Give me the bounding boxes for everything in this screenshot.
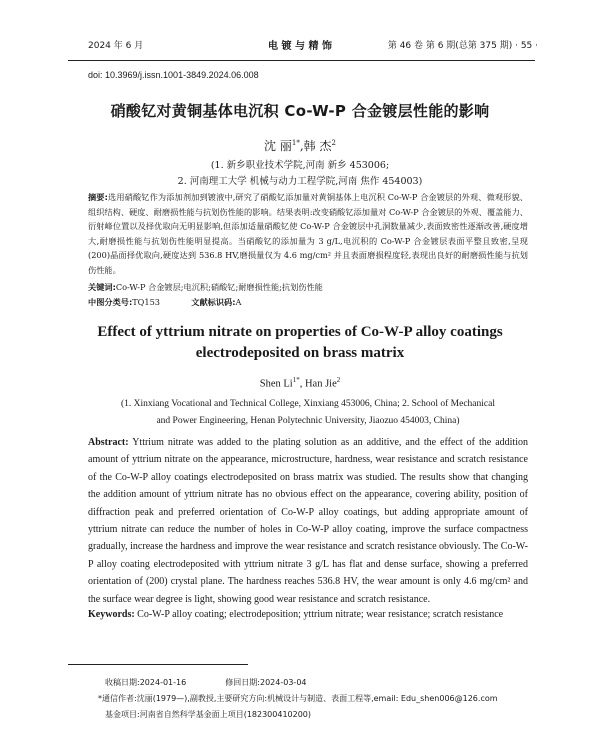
abstract-en-text: Yttrium nitrate was added to the plating solution as an additive, and the effect of the addition amount of yttrium nitrate on the appearance, microstructure, hardness, wear resistance and scratch resistance of the Co-W-P alloy coatings electrodeposited on brass matrix was studied. The results show that changing the addition amount of yttrium nitrate has no obvious effect on the appearance, covering ability, position of diffraction peak and preferred orientation of Co-W-P alloy coatings, but adding appropriate amount of yttrium nitrate can reduce the number of holes in Co-W-P alloy coating, improve the surface compactness gradually, increase the hardness and improve the wear resistance and scratch resistance obviously. The Co-W-P alloy coating electrodeposited with yttrium nitrate 3 g/L has flat and dense surface, showing a preferred orientation of (200) crystal plane. The hardness reaches 536.8 HV, the wear amount is only 4.6 mg/cm² and the surface wear degree is light, showing good wear resistance and scratch resistance. — [88, 437, 528, 605]
received-date: 2024-01-16 — [139, 678, 187, 687]
affiliation-english — [88, 396, 528, 430]
journal-name: 电 镀 与 精 饰 — [268, 41, 332, 52]
title-chinese: 硝酸钇对黄铜基体电沉积 Co-W-P 合金镀层性能的影响 — [110, 102, 490, 120]
doi[interactable]: doi: 10.3969/j.issn.1001-3849.2024.06.008 — [88, 70, 259, 80]
authors-chinese — [0, 137, 600, 154]
title-en-line-2: electrodeposited on brass matrix — [195, 345, 405, 361]
footnote-dates — [105, 677, 307, 688]
doc-code-value: A — [235, 297, 242, 307]
keywords-english — [88, 606, 528, 623]
author-en-1: Shen Li — [259, 378, 293, 390]
abstract-chinese — [88, 190, 528, 278]
footnote-divider — [68, 664, 248, 665]
corresponding-author-label: *通信作者: — [98, 694, 137, 703]
author-en-sep: , — [299, 378, 305, 390]
revised-label: 修回日期: — [225, 678, 260, 687]
abstract-en-label: Abstract: — [88, 437, 129, 448]
fund-label: 基金项目: — [105, 710, 140, 719]
keywords-cn-text: Co-W-P 合金镀层;电沉积;硝酸钇;耐磨损性能;抗划伤性能 — [115, 282, 323, 292]
keywords-cn-label: 关键词: — [88, 282, 116, 292]
keywords-en-label: Keywords: — [88, 609, 135, 620]
author-en-1-sup: 1* — [292, 376, 300, 384]
affiliation-cn-1: (1. 新乡职业技术学院,河南 新乡 453006; — [210, 160, 390, 171]
affiliation-en-line-1: (1. Xinxiang Vocational and Technical College, Xinxiang 453006, China; 2. School of Mechanical — [121, 399, 495, 409]
revised-date: 2024-03-04 — [260, 678, 307, 687]
author-sep: , — [299, 139, 304, 153]
affiliation-en-line-2: and Power Engineering, Henan Polytechnic University, Jiaozuo 454003, China) — [156, 416, 460, 426]
title-english — [0, 322, 600, 364]
keywords-chinese — [88, 282, 323, 293]
doc-code-label: 文献标识码: — [191, 297, 236, 307]
footnote-fund — [105, 709, 311, 720]
corresponding-author-info[interactable]: 沈丽(1979—),副教授,主要研究方向:机械设计与制造、表面工程等,email: Edu_shen006@126.com — [136, 694, 498, 703]
header-issue: 第 46 卷 第 6 期(总第 375 期) · 55 · — [387, 41, 538, 51]
clc-value: TQ153 — [132, 297, 161, 307]
received-label: 收稿日期: — [105, 678, 140, 687]
author-2: 韩 杰 — [303, 139, 332, 153]
footnote-author — [98, 693, 498, 704]
author-2-sup: 2 — [331, 139, 336, 147]
fund-value: 河南省自然科学基金面上项目(182300410200) — [139, 710, 312, 719]
affiliation-cn-2: 2. 河南理工大学 机械与动力工程学院,河南 焦作 454003) — [177, 176, 423, 187]
author-1: 沈 丽 — [264, 139, 292, 153]
abstract-cn-text: 选用硝酸钇作为添加剂加到镀液中,研究了硝酸钇添加量对黄铜基体上电沉积 Co-W-P 合金镀层的外观、微观形貌、组织结构、硬度、耐磨损性能与抗划伤性能的影响。结果表明:改变硝酸钇添加量对 Co-W-P 合金镀层的外观、覆盖能力、衍射峰位置以及择优取向无明显影响,但添加适量硝酸钇使 Co-W-P 合金镀层中孔洞数量减少,表面致密性逐渐改善,硬度增大,耐磨损性能与抗划伤性能明显提高。当硝酸钇的添加量为 3 g/L,电沉积的 Co-W-P 合金镀层表面平整且致密,呈现(200)晶面择优取向,硬度达到 536.8 HV,磨损量仅为 4.6 mg/cm² 并且表面磨损程度轻,表现出良好的耐磨损性能与抗划伤性能。 — [88, 192, 528, 275]
keywords-en-text: Co-W-P alloy coating; electrodeposition; yttrium nitrate; wear resistance; scratch resistance — [137, 609, 504, 620]
authors-english — [0, 376, 600, 390]
author-1-sup: 1* — [291, 139, 300, 147]
author-en-2-sup: 2 — [336, 376, 341, 384]
classification-line — [88, 297, 241, 308]
header-divider — [68, 60, 535, 61]
author-en-2: Han Jie — [304, 378, 337, 390]
abstract-cn-label: 摘要: — [88, 192, 108, 202]
title-en-line-1: Effect of yttrium nitrate on properties of Co-W-P alloy coatings — [97, 324, 503, 340]
abstract-english — [88, 434, 528, 608]
clc-label: 中图分类号: — [88, 297, 133, 307]
header-date: 2024 年 6 月 — [88, 41, 144, 51]
